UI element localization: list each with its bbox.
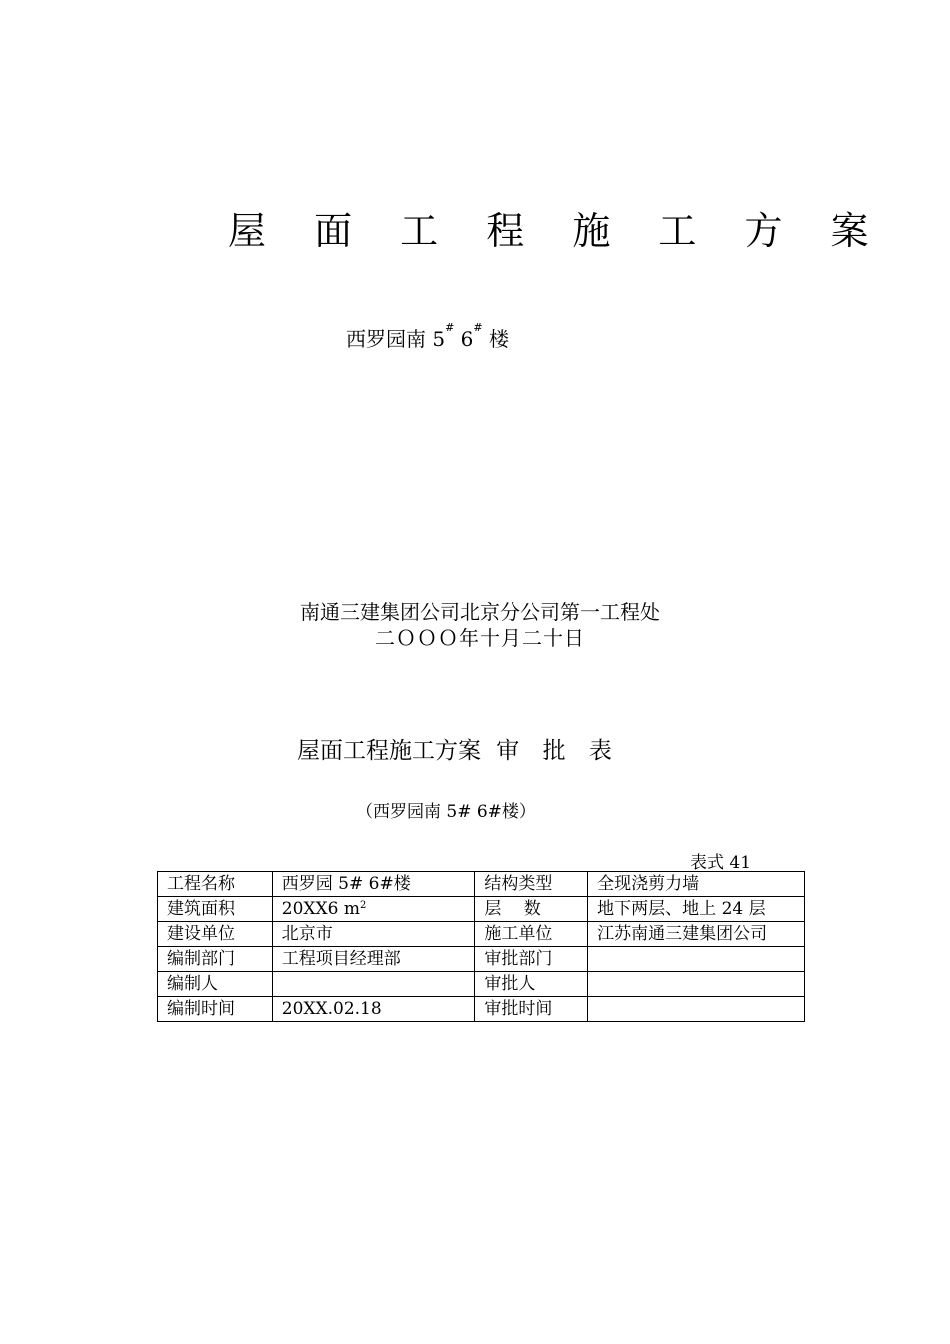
project-name [346, 323, 509, 352]
table-cell: 结构类型 [475, 872, 588, 897]
table-cell: 北京市 [272, 922, 475, 947]
table-cell: 工程名称 [158, 872, 273, 897]
table-row [158, 872, 805, 897]
table-cell: 审批部门 [475, 947, 588, 972]
table-row [158, 947, 805, 972]
table-cell: 工程项目经理部 [272, 947, 475, 972]
table-cell: 层 数 [475, 897, 588, 922]
project-mid-text: 6 [454, 327, 474, 351]
table-cell [588, 947, 805, 972]
project-sup-2: # [473, 321, 483, 334]
approval-subtitle: （西罗园南 5# 6#楼） [356, 802, 536, 822]
project-sup-1: # [445, 321, 455, 334]
table-cell: 全现浇剪力墙 [588, 872, 805, 897]
table-row [158, 972, 805, 997]
table-cell [588, 972, 805, 997]
approval-table [157, 871, 805, 1022]
approval-title-main: 屋面工程施工方案 [297, 738, 481, 764]
company-name: 南通三建集团公司北京分公司第一工程处 [300, 600, 660, 624]
table-cell: 地下两层、地上 24 层 [588, 897, 805, 922]
document-date: 二ＯＯＯ年十月二十日 [375, 626, 585, 650]
area-value: 20XX6 m [281, 899, 360, 919]
table-cell: 西罗园 5# 6#楼 [272, 872, 475, 897]
table-cell: 江苏南通三建集团公司 [588, 922, 805, 947]
table-row [158, 997, 805, 1022]
approval-title [297, 732, 620, 765]
table-cell: 施工单位 [475, 922, 588, 947]
table-cell [588, 997, 805, 1022]
table-cell-area [272, 897, 475, 922]
area-unit-sup: 2 [359, 900, 367, 911]
table-cell: 20XX.02.18 [272, 997, 475, 1022]
table-cell: 审批时间 [475, 997, 588, 1022]
table-cell: 审批人 [475, 972, 588, 997]
project-name-text: 西罗园南 5 [346, 327, 446, 351]
table-cell: 建筑面积 [158, 897, 273, 922]
approval-title-suffix: 审 批 表 [481, 738, 620, 764]
table-cell: 建设单位 [158, 922, 273, 947]
table-row [158, 922, 805, 947]
table-cell: 编制部门 [158, 947, 273, 972]
project-suffix-text: 楼 [482, 327, 509, 351]
form-number: 表式 41 [690, 853, 752, 873]
table-row [158, 897, 805, 922]
table-cell: 编制人 [158, 972, 273, 997]
document-title: 屋 面 工 程 施 工 方 案 [228, 209, 887, 253]
table-cell [272, 972, 475, 997]
table-cell: 编制时间 [158, 997, 273, 1022]
